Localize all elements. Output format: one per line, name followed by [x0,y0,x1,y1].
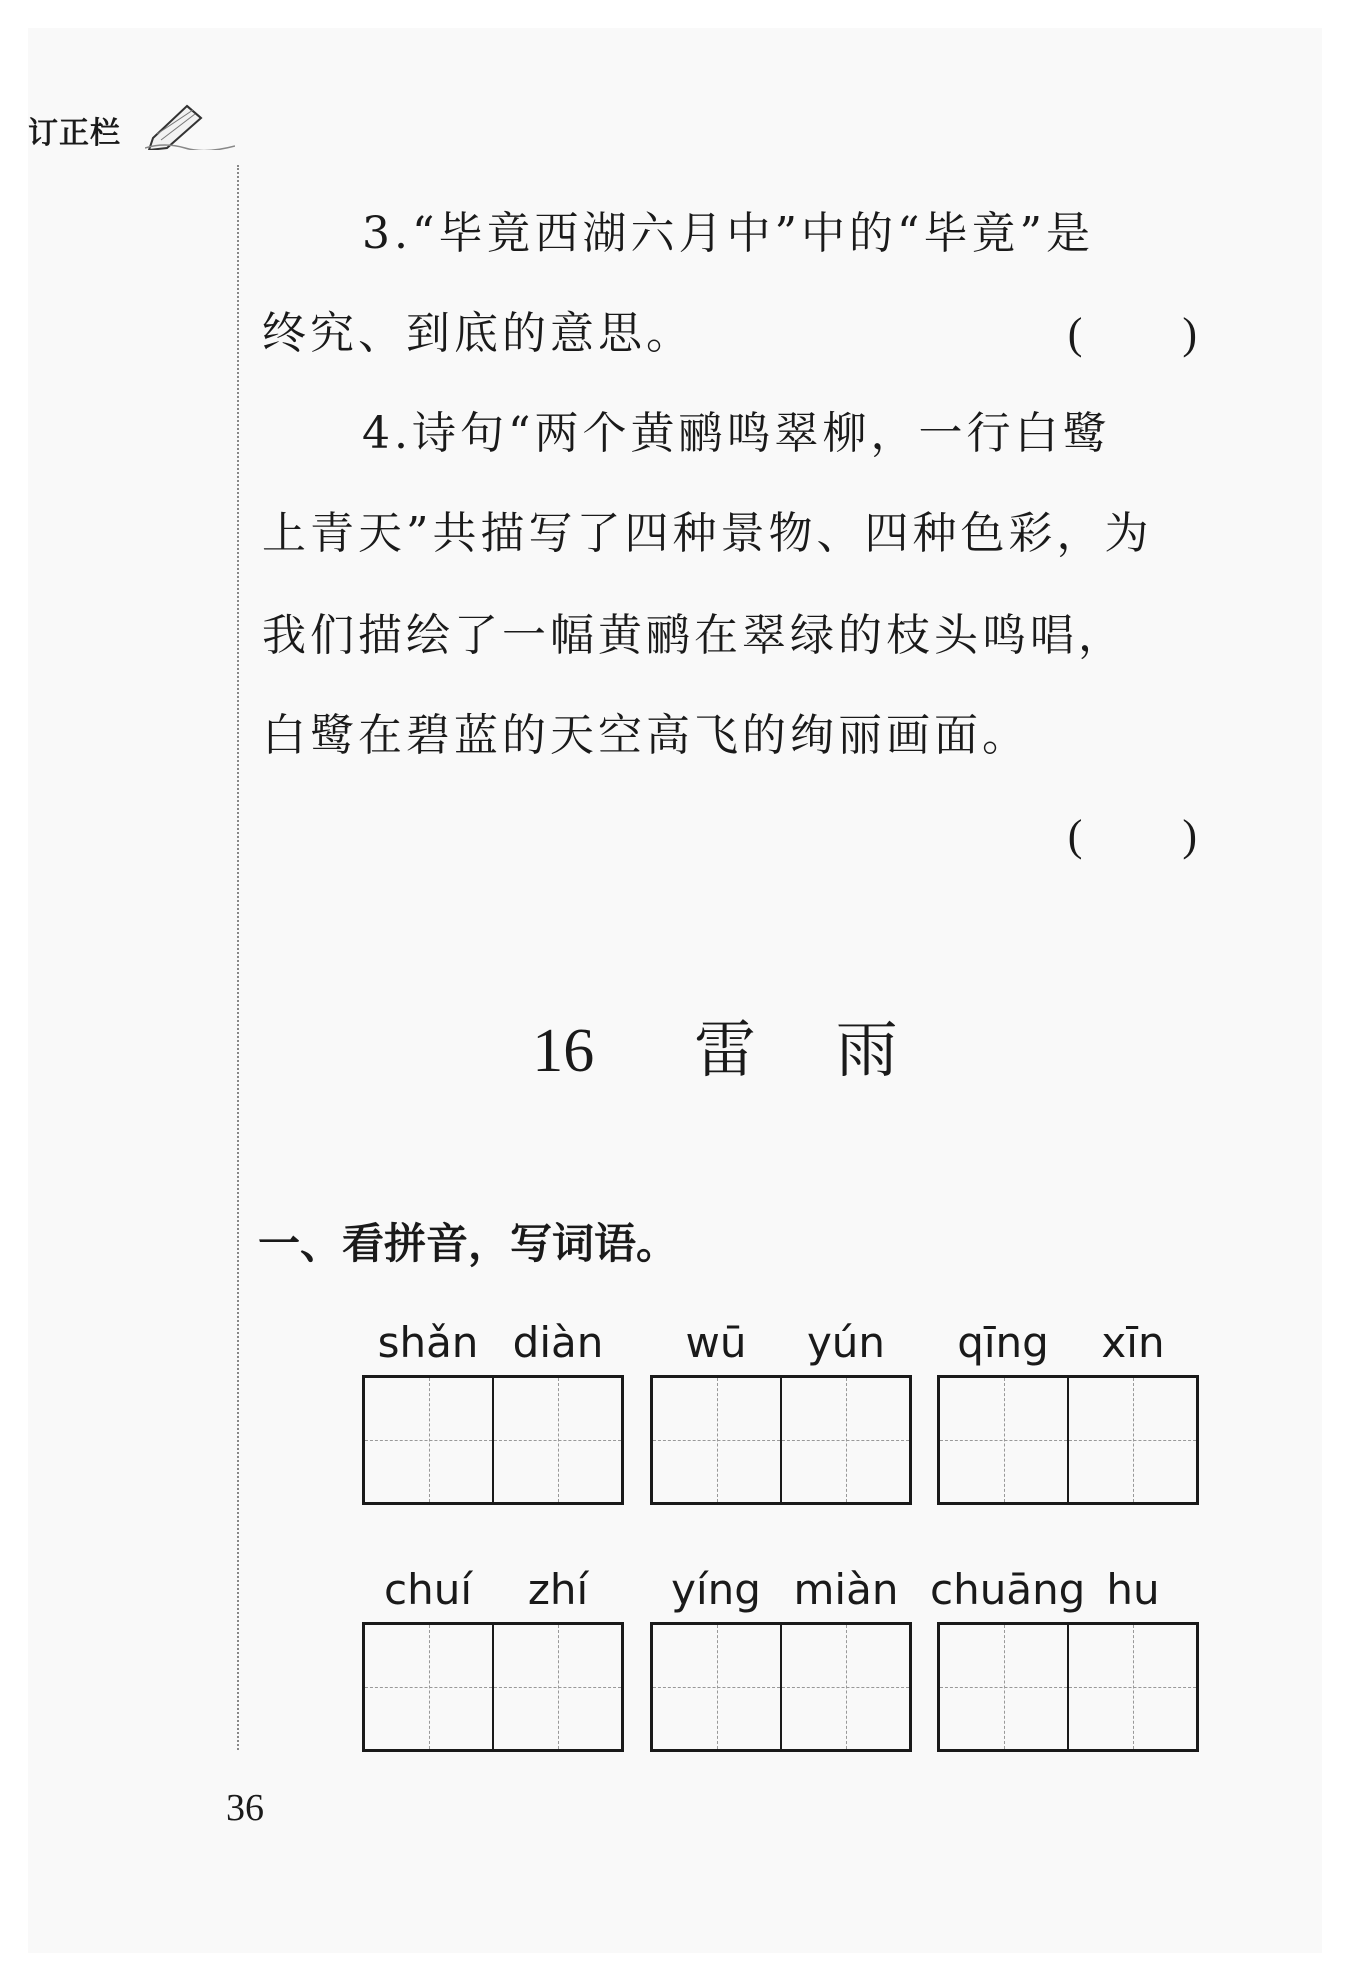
pinyin-label: miàn [793,1565,899,1614]
writing-box-pair[interactable] [650,1622,912,1752]
tian-grid-cell[interactable] [940,1625,1069,1749]
tian-grid-cell[interactable] [1069,1625,1196,1749]
pinyin-label: chuāng [930,1565,1086,1614]
pencil-icon [145,98,235,150]
question-3-line-2-text: 终究、到底的意思。 [262,308,694,359]
pinyin-label: qīng [957,1318,1049,1367]
question-4-line-1: 4.诗句“两个黄鹂鸣翠柳，一行白鹭 [362,408,1111,459]
writing-box-pair[interactable] [937,1622,1199,1752]
pinyin-label: diàn [512,1318,604,1367]
question-3-line-2 [262,308,1197,360]
pinyin-label: chuí [384,1565,472,1614]
tian-grid-cell[interactable] [365,1625,494,1749]
writing-box-pair[interactable] [650,1375,912,1505]
pinyin-label: yíng [671,1565,761,1614]
tian-grid-cell[interactable] [653,1625,782,1749]
tian-grid-cell[interactable] [653,1378,782,1502]
question-4-answer-blank[interactable]: ( ) [1067,811,1197,860]
pinyin-label: wū [685,1318,747,1367]
tian-grid-cell[interactable] [365,1378,494,1502]
lesson-number: 16 [532,1017,595,1085]
tian-grid-cell[interactable] [1069,1378,1196,1502]
question-4-line-4: 白鹭在碧蓝的天空高飞的绚丽画面。 [262,710,1030,761]
section-1-heading: 一、看拼音，写词语。 [258,1219,679,1268]
question-3-line-1: 3.“毕竟西湖六月中”中的“毕竟”是 [362,208,1094,259]
writing-box-pair[interactable] [937,1375,1199,1505]
question-4-line-3: 我们描绘了一幅黄鹂在翠绿的枝头鸣唱， [262,610,1126,661]
pinyin-label: hu [1106,1565,1160,1614]
tian-grid-cell[interactable] [782,1378,909,1502]
pinyin-label: shǎn [377,1318,479,1367]
tian-grid-cell[interactable] [494,1378,621,1502]
question-3-answer-blank[interactable]: ( ) [1067,309,1197,358]
page-number: 36 [226,1787,264,1829]
pinyin-label: xīn [1101,1318,1165,1367]
tian-grid-cell[interactable] [782,1625,909,1749]
pinyin-label: yún [806,1318,886,1367]
question-4-line-2: 上青天”共描写了四种景物、四种色彩，为 [262,508,1153,559]
pinyin-label: zhí [527,1565,589,1614]
writing-box-pair[interactable] [362,1622,624,1752]
tian-grid-cell[interactable] [940,1378,1069,1502]
correction-margin-divider [237,165,239,1750]
lesson-title [0,1010,1350,1091]
correction-column-label: 订正栏 [28,116,121,151]
writing-box-pair[interactable] [362,1375,624,1505]
lesson-title-char-1: 雷 [693,1013,756,1086]
tian-grid-cell[interactable] [494,1625,621,1749]
lesson-title-char-2: 雨 [835,1013,898,1086]
